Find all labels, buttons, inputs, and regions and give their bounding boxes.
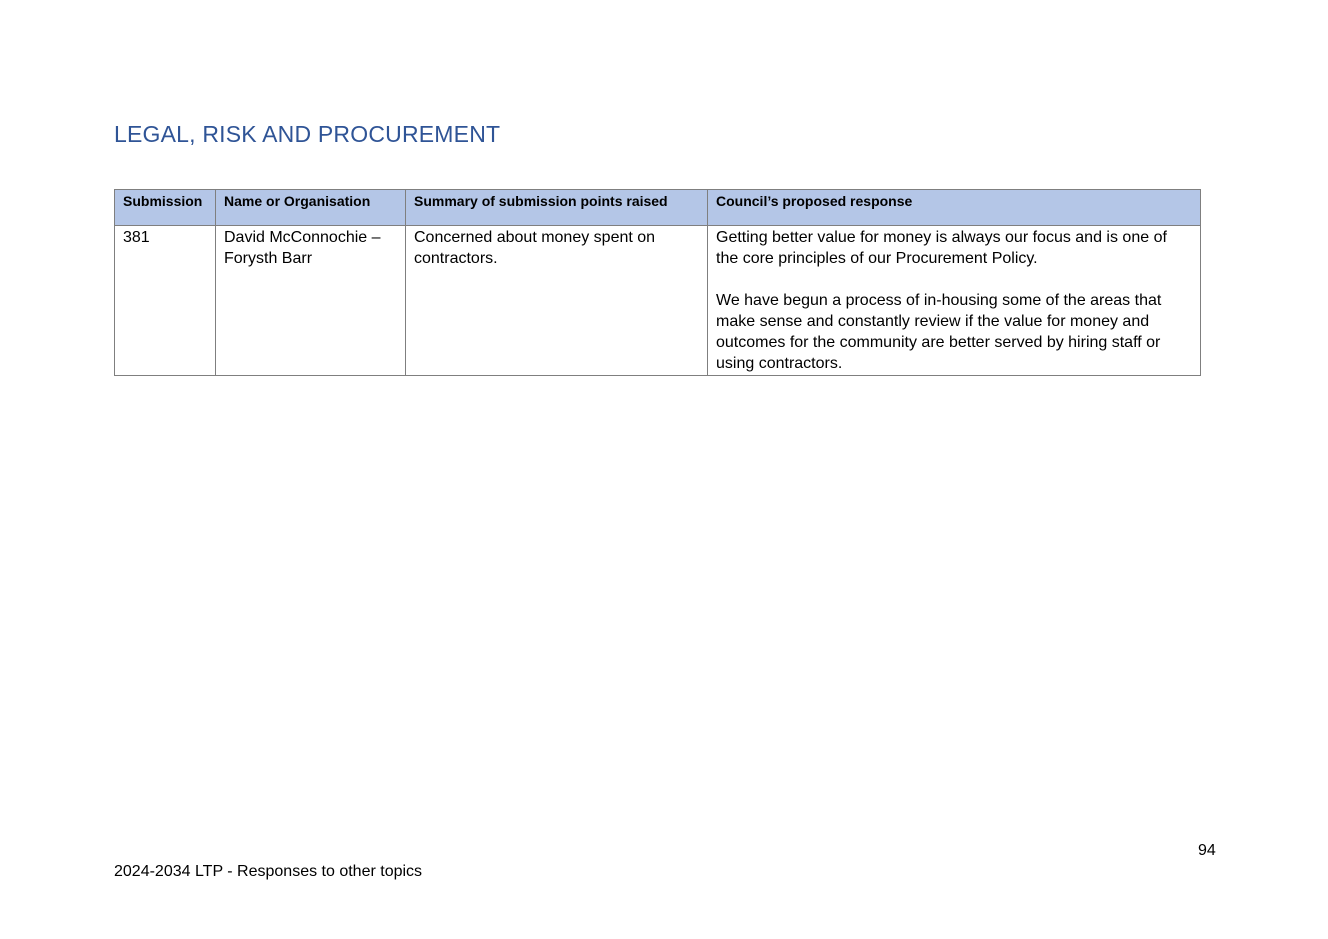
header-council-response: Council’s proposed response — [708, 190, 1201, 226]
response-paragraph-2: We have begun a process of in-housing some of the areas that make sense and constantly review if the value for money and outcomes for the community are better served by hiring staff or using contractors. — [716, 292, 1162, 372]
section-heading: LEGAL, RISK AND PROCUREMENT — [114, 121, 501, 147]
header-summary: Summary of submission points raised — [406, 190, 708, 226]
footer-text: 2024-2034 LTP - Responses to other topics — [114, 863, 423, 880]
header-submission: Submission — [115, 190, 216, 226]
response-paragraph-1: Getting better value for money is always our focus and is one of the core principles of our Procurement Policy. — [716, 229, 1167, 267]
cell-submission-number: 381 — [115, 226, 216, 376]
cell-summary: Concerned about money spent on contractors. — [406, 226, 708, 376]
cell-name-or-organisation: David McConnochie – Forysth Barr — [216, 226, 406, 376]
table-row — [115, 226, 1201, 376]
page-number: 94 — [1198, 842, 1216, 859]
submissions-table — [114, 189, 1201, 376]
cell-council-response — [708, 226, 1201, 376]
table-header-row — [115, 190, 1201, 226]
header-name-or-organisation: Name or Organisation — [216, 190, 406, 226]
